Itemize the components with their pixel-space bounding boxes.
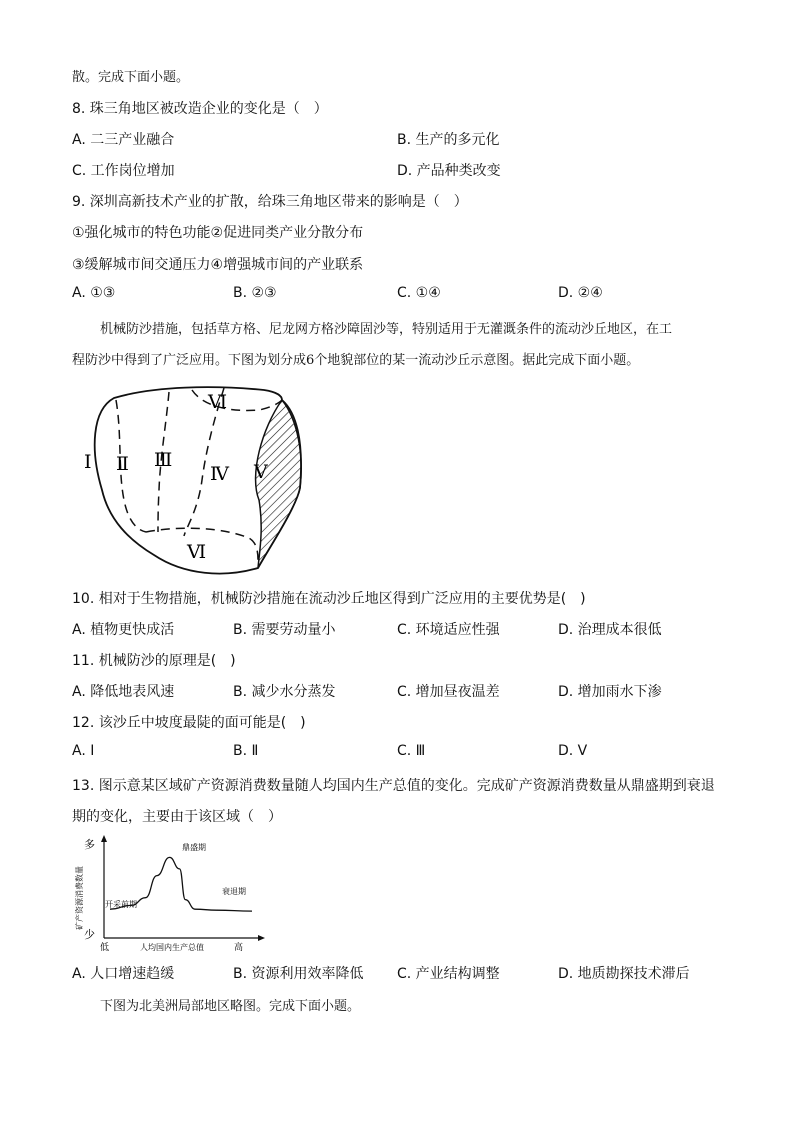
q10-option-d[interactable]: D. 治理成本很低 [558, 622, 662, 638]
q11-stem: 11. 机械防沙的原理是( ) [72, 653, 236, 669]
q11-option-c[interactable]: C. 增加昼夜温差 [397, 684, 500, 700]
q10-stem: 10. 相对于生物措施，机械防沙措施在流动沙丘地区得到广泛应用的主要优势是( ) [72, 591, 586, 607]
dune-label-3: Ⅲ [154, 449, 173, 471]
next-intro-text: 下图为北美洲局部地区略图。完成下面小题。 [100, 999, 361, 1014]
chart-x-right-label: 高 [234, 943, 244, 953]
q13-option-a[interactable]: A. 人口增速趋缓 [72, 966, 175, 982]
dune-figure [74, 380, 314, 580]
chart-x-left-label: 低 [100, 943, 110, 953]
chart-x-arrow [258, 935, 265, 941]
q9-option-b[interactable]: B. ②③ [233, 285, 277, 301]
q9-option-d[interactable]: D. ②④ [558, 285, 603, 301]
q11-option-b[interactable]: B. 减少水分蒸发 [233, 684, 336, 700]
intro-tail-text: 散。完成下面小题。 [72, 70, 190, 85]
q13-stem-line2: 期的变化，主要由于该区域（ ） [72, 809, 282, 825]
chart-y-arrow [101, 835, 107, 842]
q13-option-d[interactable]: D. 地质勘探技术滞后 [558, 966, 690, 982]
q10-option-c[interactable]: C. 环境适应性强 [397, 622, 500, 638]
mineral-consumption-chart [70, 832, 270, 954]
passage-dune-line1: 机械防沙措施，包括草方格、尼龙网方格沙障固沙等，特别适用于无灌溉条件的流动沙丘地区，在工 [100, 322, 673, 337]
dune-label-2: Ⅱ [116, 453, 129, 475]
q12-stem: 12. 该沙丘中坡度最陡的面可能是( ) [72, 715, 306, 731]
q12-option-b[interactable]: B. Ⅱ [233, 743, 259, 759]
chart-stage-decline: 衰退期 [222, 887, 246, 896]
q13-option-c[interactable]: C. 产业结构调整 [397, 966, 500, 982]
dune-boundary-top [192, 390, 282, 410]
chart-y-axis-label: 矿产资源消费数量 [75, 866, 84, 930]
q9-option-c[interactable]: C. ①④ [397, 285, 441, 301]
passage-dune-line2: 程防沙中得到了广泛应用。下图为划分成6个地貌部位的某一流动沙丘示意图。据此完成下面小题。 [72, 353, 640, 368]
q13-stem-line1: 13. 图示意某区域矿产资源消费数量随人均国内生产总值的变化。完成矿产资源消费数量从鼎盛期到衰退 [72, 778, 715, 794]
q12-option-d[interactable]: D. Ⅴ [558, 743, 588, 759]
dune-label-6-bottom: Ⅵ [187, 541, 207, 563]
chart-x-axis-label: 人均国内生产总值 [140, 943, 204, 952]
q9-statement-2: ③缓解城市间交通压力④增强城市间的产业联系 [72, 257, 364, 273]
chart-stage-early: 开采前期 [105, 900, 137, 909]
q8-option-d[interactable]: D. 产品种类改变 [397, 163, 501, 179]
q8-option-a[interactable]: A. 二三产业融合 [72, 132, 175, 148]
q9-option-a[interactable]: A. ①③ [72, 285, 116, 301]
q8-option-b[interactable]: B. 生产的多元化 [397, 132, 500, 148]
q12-option-c[interactable]: C. Ⅲ [397, 743, 426, 759]
q8-stem: 8. 珠三角地区被改造企业的变化是（ ） [72, 101, 328, 117]
q13-option-b[interactable]: B. 资源利用效率降低 [233, 966, 364, 982]
chart-y-bottom-label: 少 [84, 928, 95, 941]
q10-option-a[interactable]: A. 植物更快成活 [72, 622, 175, 638]
q10-option-b[interactable]: B. 需要劳动量小 [233, 622, 336, 638]
chart-y-top-label: 多 [84, 838, 95, 851]
q9-statement-1: ①强化城市的特色功能②促进同类产业分散分布 [72, 225, 364, 241]
dune-label-1: Ⅰ [84, 451, 92, 473]
q8-option-c[interactable]: C. 工作岗位增加 [72, 163, 175, 179]
q11-option-a[interactable]: A. 降低地表风速 [72, 684, 175, 700]
chart-stage-peak: 鼎盛期 [182, 843, 206, 852]
dune-label-4: Ⅳ [210, 463, 229, 485]
dune-slip-face [256, 400, 302, 568]
q9-stem: 9. 深圳高新技术产业的扩散，给珠三角地区带来的影响是（ ） [72, 194, 468, 210]
q12-option-a[interactable]: A. Ⅰ [72, 743, 95, 759]
dune-label-6-top: Ⅵ [208, 391, 228, 413]
q11-option-d[interactable]: D. 增加雨水下渗 [558, 684, 662, 700]
dune-label-5: Ⅴ [254, 461, 268, 483]
